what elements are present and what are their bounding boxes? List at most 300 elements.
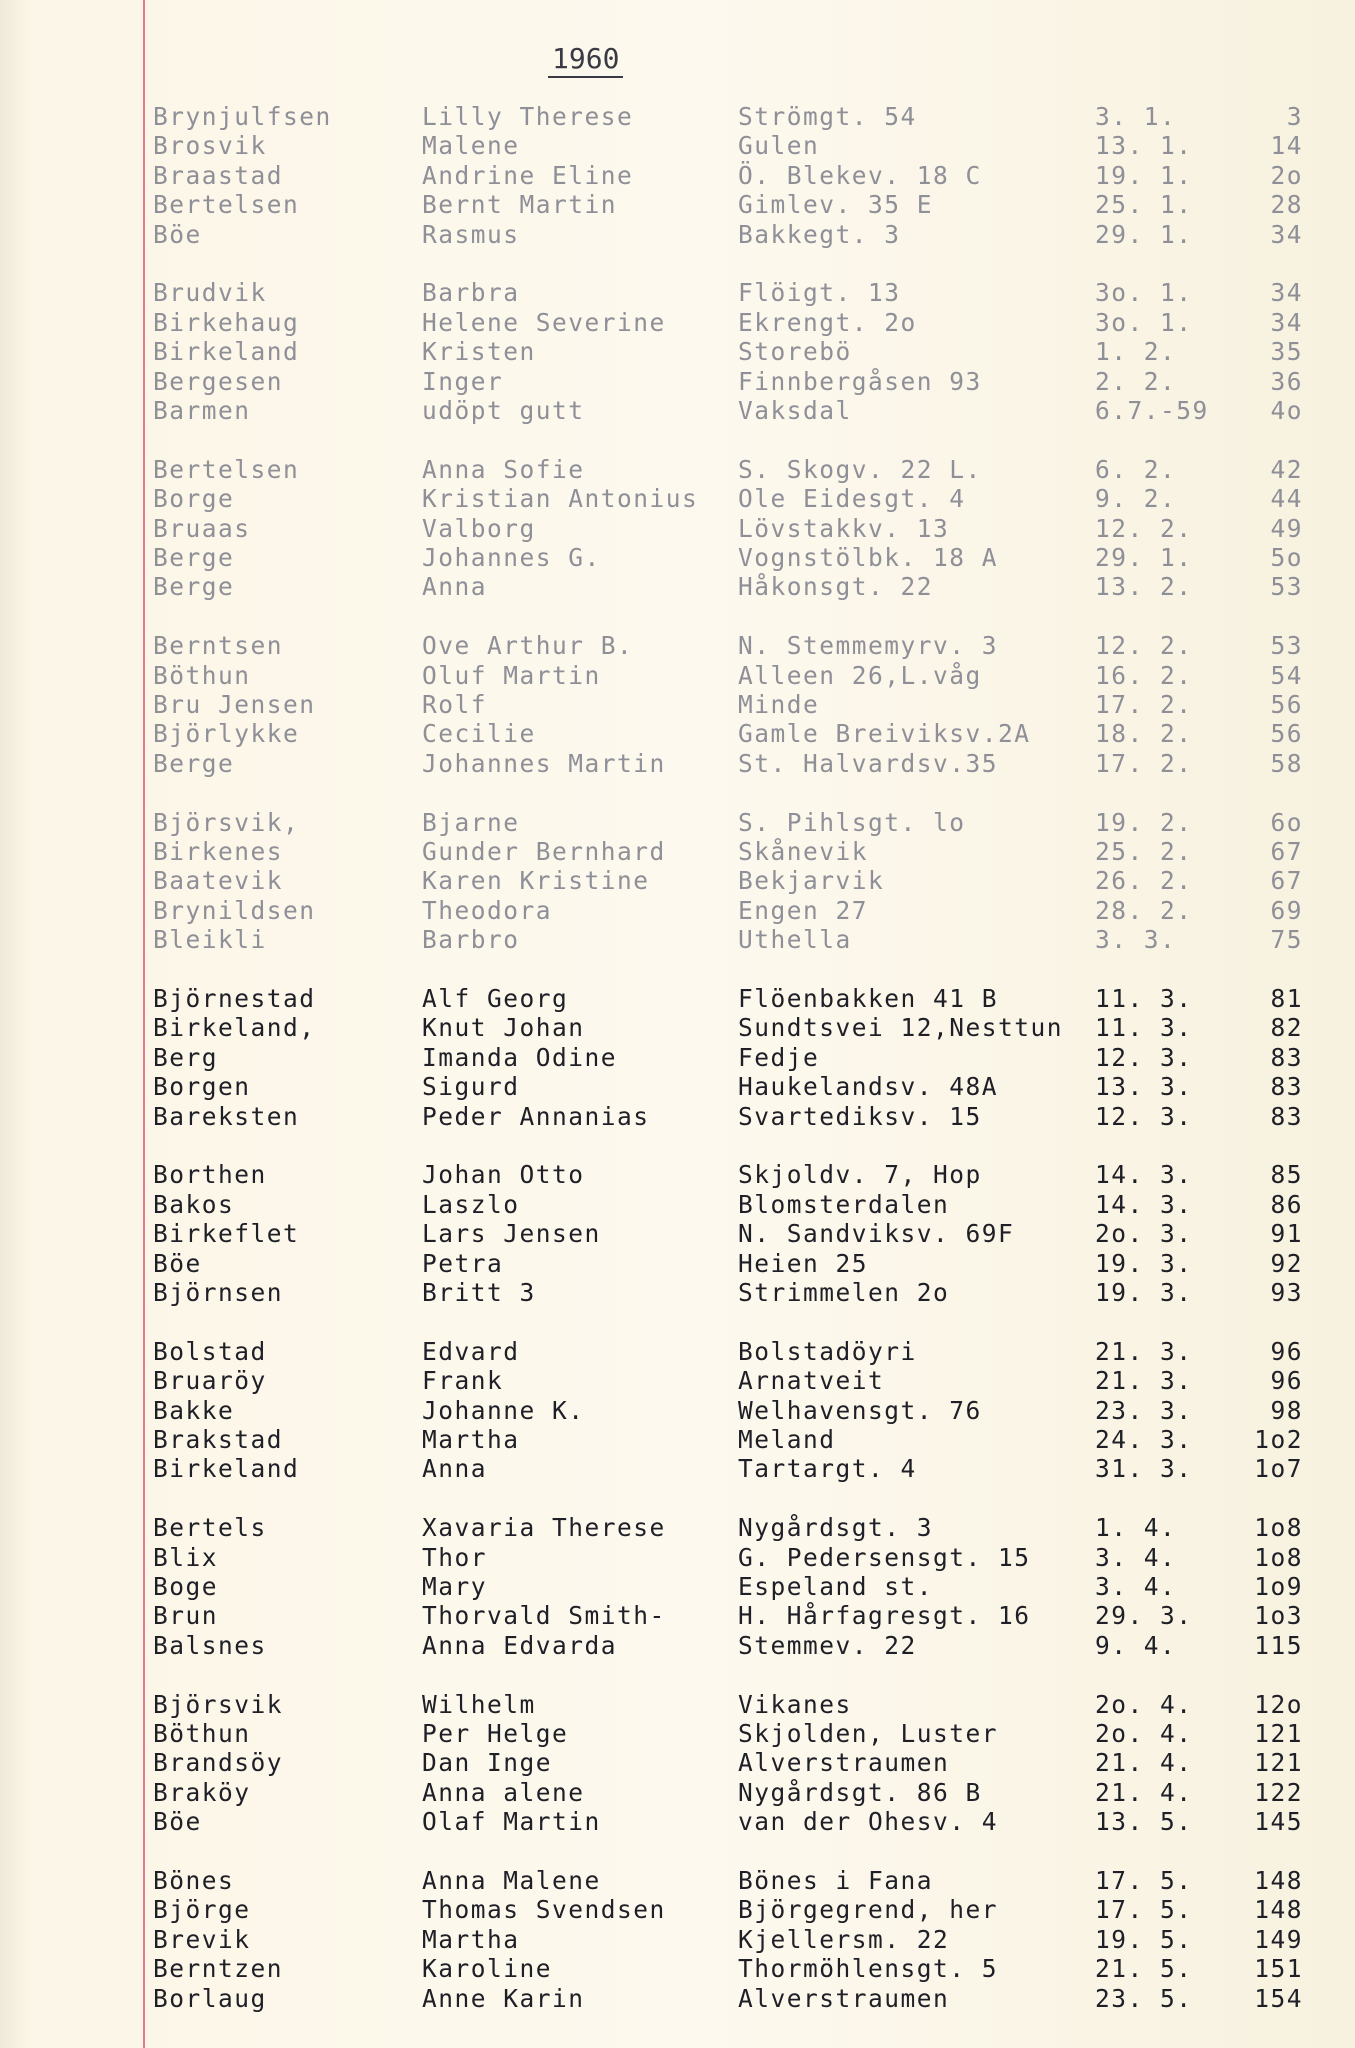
entry-address: Blomsterdalen (738, 1189, 950, 1219)
entry-surname: Berntsen (153, 631, 284, 661)
entry-number: 83 (1270, 1042, 1303, 1072)
entry-number: 1o8 (1254, 1542, 1303, 1572)
entry-surname: Bleikli (153, 925, 267, 955)
entry-given-name: Malene (422, 131, 520, 161)
entry-address: H. Hårfagresgt. 16 (738, 1601, 1031, 1631)
entry-date: 11. 3. (1095, 984, 1193, 1013)
register-row (0, 367, 1355, 396)
entry-given-name: Andrine Eline (422, 160, 634, 190)
entry-address: S. Pihlsgt. lo (738, 807, 966, 837)
entry-date: 28. 2. (1095, 895, 1193, 925)
entry-date: 17. 2. (1095, 748, 1193, 778)
entry-number: 44 (1270, 484, 1303, 514)
register-row (0, 837, 1355, 866)
entry-given-name: Petra (422, 1248, 504, 1278)
entry-given-name: Frank (422, 1366, 504, 1396)
entry-surname: Brosvik (153, 131, 267, 161)
entry-address: Björgegrend, her (738, 1895, 999, 1925)
entry-surname: Barmen (153, 396, 251, 425)
register-row (0, 278, 1355, 307)
entry-date: 3o. 1. (1095, 307, 1193, 337)
entry-given-name: Anna (422, 572, 488, 602)
entry-date: 21. 4. (1095, 1748, 1193, 1778)
entry-date: 17. 2. (1095, 690, 1193, 719)
entry-number: 115 (1254, 1630, 1303, 1660)
entry-number: 56 (1270, 719, 1303, 749)
entry-address: Alverstraumen (738, 1983, 950, 2013)
entry-number: 56 (1270, 690, 1303, 719)
entry-address: G. Pedersensgt. 15 (738, 1542, 1031, 1572)
entry-address: Skjoldv. 7, Hop (738, 1160, 982, 1190)
entry-number: 53 (1270, 572, 1303, 602)
entry-number: 83 (1270, 1072, 1303, 1102)
register-row (0, 661, 1355, 690)
entry-address: Flöenbakken 41 B (738, 984, 999, 1013)
entry-number: 14 (1270, 131, 1303, 161)
entry-address: Alleen 26,L.våg (738, 660, 982, 690)
entry-address: Svartediksv. 15 (738, 1101, 982, 1131)
entry-date: 3. 1. (1095, 102, 1177, 131)
entry-surname: Björnestad (153, 984, 316, 1013)
entry-surname: Björsvik (153, 1689, 284, 1719)
entry-date: 13. 2. (1095, 572, 1193, 602)
register-row (0, 808, 1355, 837)
entry-number: 122 (1254, 1777, 1303, 1807)
entry-given-name: Bernt Martin (422, 190, 618, 220)
register-row (0, 1425, 1355, 1454)
entry-address: Engen 27 (738, 895, 869, 925)
entry-date: 2o. 4. (1095, 1719, 1193, 1748)
entry-given-name: Thomas Svendsen (422, 1895, 666, 1925)
entry-address: van der Ohesv. 4 (738, 1807, 999, 1837)
entry-given-name: Sigurd (422, 1072, 520, 1102)
entry-number: 1o7 (1254, 1454, 1303, 1484)
entry-given-name: Kristen (422, 337, 536, 367)
entry-surname: Braastad (153, 160, 284, 190)
entry-number: 12o (1254, 1689, 1303, 1719)
entry-number: 81 (1270, 984, 1303, 1013)
entry-address: Skånevik (738, 837, 869, 866)
entry-given-name: Britt 3 (422, 1278, 536, 1307)
register-row (0, 1778, 1355, 1807)
entry-given-name: Cecilie (422, 719, 536, 749)
entry-given-name: Bjarne (422, 807, 520, 837)
entry-number: 91 (1270, 1219, 1303, 1249)
entry-surname: Berge (153, 543, 235, 572)
entry-given-name: Karen Kristine (422, 866, 650, 896)
entry-given-name: Kristian Antonius (422, 484, 699, 514)
entry-address: Gimlev. 35 E (738, 190, 934, 220)
entry-surname: Bareksten (153, 1101, 300, 1131)
register-row (0, 1601, 1355, 1630)
register-row (0, 102, 1355, 131)
entry-given-name: Peder Annanias (422, 1101, 650, 1131)
entry-given-name: Helene Severine (422, 307, 666, 337)
entry-address: Nygårdsgt. 3 (738, 1513, 934, 1543)
entry-number: 145 (1254, 1807, 1303, 1837)
register-row (0, 308, 1355, 337)
entry-surname: Bakke (153, 1395, 235, 1425)
entry-surname: Bönes (153, 1866, 235, 1895)
entry-surname: Böthun (153, 1719, 251, 1748)
entry-number: 3 (1286, 102, 1303, 131)
entry-surname: Brun (153, 1601, 219, 1631)
register-row (0, 1337, 1355, 1366)
entry-date: 13. 1. (1095, 131, 1193, 161)
entry-surname: Berge (153, 572, 235, 602)
entry-surname: Birkeland, (153, 1013, 316, 1043)
entry-number: 34 (1270, 219, 1303, 249)
entry-address: Bolstadöyri (738, 1336, 917, 1366)
register-row (0, 1719, 1355, 1748)
entry-given-name: Inger (422, 366, 504, 396)
entry-number: 4o (1270, 396, 1303, 425)
entry-address: Storebö (738, 337, 852, 367)
entry-date: 3. 4. (1095, 1572, 1177, 1601)
entry-number: 82 (1270, 1013, 1303, 1043)
entry-date: 9. 2. (1095, 484, 1177, 514)
entry-given-name: Johannes G. (422, 543, 601, 572)
entry-address: Welhavensgt. 76 (738, 1395, 982, 1425)
entry-number: 36 (1270, 366, 1303, 396)
entry-address: Skjolden, Luster (738, 1719, 999, 1748)
entry-number: 34 (1270, 307, 1303, 337)
entry-date: 21. 3. (1095, 1336, 1193, 1366)
entry-surname: Brandsöy (153, 1748, 284, 1778)
entry-given-name: Johanne K. (422, 1395, 585, 1425)
entry-address: Finnbergåsen 93 (738, 366, 982, 396)
entry-given-name: Thorvald Smith- (422, 1601, 666, 1631)
entry-given-name: Laszlo (422, 1189, 520, 1219)
entry-date: 3. 3. (1095, 925, 1177, 955)
register-row (0, 1543, 1355, 1572)
entry-given-name: Valborg (422, 513, 536, 543)
entry-address: Stemmev. 22 (738, 1630, 917, 1660)
entry-surname: Böe (153, 1807, 202, 1837)
register-row (0, 1984, 1355, 2013)
register-row (0, 1631, 1355, 1660)
register-row (0, 749, 1355, 778)
entry-given-name: Anna Malene (422, 1866, 601, 1895)
entry-surname: Birkeland (153, 337, 300, 367)
register-row (0, 1807, 1355, 1836)
entry-date: 21. 3. (1095, 1366, 1193, 1396)
entry-surname: Böe (153, 1248, 202, 1278)
entry-given-name: Theodora (422, 895, 553, 925)
entry-date: 29. 1. (1095, 219, 1193, 249)
entry-given-name: Rolf (422, 690, 488, 719)
entry-address: Bönes i Fana (738, 1866, 934, 1895)
entry-date: 25. 1. (1095, 190, 1193, 220)
entry-date: 29. 1. (1095, 543, 1193, 572)
register-row (0, 925, 1355, 954)
entry-surname: Bertelsen (153, 454, 300, 484)
entry-given-name: udöpt gutt (422, 396, 585, 425)
entry-date: 9. 4. (1095, 1630, 1177, 1660)
entry-number: 85 (1270, 1160, 1303, 1190)
entry-address: Ö. Blekev. 18 C (738, 160, 982, 190)
register-row (0, 1190, 1355, 1219)
entry-number: 151 (1254, 1954, 1303, 1984)
entry-number: 53 (1270, 631, 1303, 661)
entry-surname: Borge (153, 484, 235, 514)
register-row (0, 337, 1355, 366)
entry-given-name: Gunder Bernhard (422, 837, 666, 866)
entry-number: 1o9 (1254, 1572, 1303, 1601)
entry-surname: Björlykke (153, 719, 300, 749)
entry-surname: Bolstad (153, 1336, 267, 1366)
entry-surname: Borlaug (153, 1983, 267, 2013)
register-row (0, 484, 1355, 513)
entry-number: 2o (1270, 160, 1303, 190)
entry-address: Meland (738, 1425, 836, 1454)
register-row (0, 1366, 1355, 1395)
register-row (0, 161, 1355, 190)
entry-number: 96 (1270, 1366, 1303, 1396)
register-row (0, 1102, 1355, 1131)
register-row (0, 1954, 1355, 1983)
register-row (0, 1572, 1355, 1601)
register-row (0, 1925, 1355, 1954)
entry-surname: Brynjulfsen (153, 102, 332, 131)
register-row (0, 455, 1355, 484)
entry-surname: Baatevik (153, 866, 284, 896)
entry-date: 16. 2. (1095, 660, 1193, 690)
register-row (0, 1454, 1355, 1483)
entry-surname: Berge (153, 748, 235, 778)
entry-given-name: Edvard (422, 1336, 520, 1366)
entry-surname: Balsnes (153, 1630, 267, 1660)
register-row (0, 1043, 1355, 1072)
entry-address: N. Stemmemyrv. 3 (738, 631, 999, 661)
entry-address: Nygårdsgt. 86 B (738, 1777, 982, 1807)
entry-address: Lövstakkv. 13 (738, 513, 950, 543)
register-row (0, 1866, 1355, 1895)
entry-number: 149 (1254, 1924, 1303, 1954)
register-row (0, 1160, 1355, 1189)
entry-surname: Bru Jensen (153, 690, 316, 719)
entry-number: 67 (1270, 866, 1303, 896)
entry-surname: Birkeflet (153, 1219, 300, 1249)
register-row (0, 896, 1355, 925)
entry-surname: Brakstad (153, 1425, 284, 1454)
register-row (0, 1072, 1355, 1101)
entry-number: 1o3 (1254, 1601, 1303, 1631)
entry-address: Vognstölbk. 18 A (738, 543, 999, 572)
register-row (0, 690, 1355, 719)
register-row (0, 514, 1355, 543)
entry-date: 23. 3. (1095, 1395, 1193, 1425)
entry-address: Flöigt. 13 (738, 278, 901, 308)
entry-date: 12. 2. (1095, 631, 1193, 661)
entry-given-name: Per Helge (422, 1719, 569, 1748)
register-row (0, 131, 1355, 160)
entry-given-name: Martha (422, 1425, 520, 1454)
register-row (0, 1513, 1355, 1542)
entry-number: 67 (1270, 837, 1303, 866)
entry-address: Vikanes (738, 1689, 852, 1719)
entry-date: 21. 4. (1095, 1777, 1193, 1807)
register-row (0, 572, 1355, 601)
entry-date: 13. 5. (1095, 1807, 1193, 1837)
entry-surname: Bertelsen (153, 190, 300, 220)
entry-number: 6o (1270, 807, 1303, 837)
entry-address: Uthella (738, 925, 852, 955)
entry-surname: Braköy (153, 1777, 251, 1807)
entry-date: 19. 1. (1095, 160, 1193, 190)
entry-surname: Boge (153, 1572, 219, 1601)
entry-given-name: Ove Arthur B. (422, 631, 634, 661)
register-row (0, 1013, 1355, 1042)
entry-surname: Berg (153, 1042, 219, 1072)
entry-surname: Björnsen (153, 1278, 284, 1307)
register-row (0, 1690, 1355, 1719)
entry-surname: Blix (153, 1542, 219, 1572)
entry-given-name: Oluf Martin (422, 660, 601, 690)
entry-number: 49 (1270, 513, 1303, 543)
entry-surname: Bergesen (153, 366, 284, 396)
entry-number: 58 (1270, 748, 1303, 778)
entry-date: 2o. 3. (1095, 1219, 1193, 1249)
entry-address: Bekjarvik (738, 866, 885, 896)
register-row (0, 220, 1355, 249)
entry-date: 3o. 1. (1095, 278, 1193, 308)
entry-surname: Björge (153, 1895, 251, 1925)
entry-date: 6.7.-59 (1095, 396, 1209, 425)
entry-surname: Borgen (153, 1072, 251, 1102)
entry-surname: Bertels (153, 1513, 267, 1543)
entry-surname: Birkeland (153, 1454, 300, 1484)
entry-date: 26. 2. (1095, 866, 1193, 896)
entry-number: 96 (1270, 1336, 1303, 1366)
register-row (0, 1249, 1355, 1278)
entry-given-name: Mary (422, 1572, 488, 1601)
register-row (0, 190, 1355, 219)
entry-number: 148 (1254, 1866, 1303, 1895)
entry-number: 121 (1254, 1719, 1303, 1748)
entry-address: Sundtsvei 12,Nesttun (738, 1013, 1064, 1043)
register-row (0, 866, 1355, 895)
entry-date: 19. 3. (1095, 1248, 1193, 1278)
entry-surname: Bakos (153, 1189, 235, 1219)
register-row (0, 396, 1355, 425)
entry-number: 1o2 (1254, 1425, 1303, 1454)
entry-address: Kjellersm. 22 (738, 1924, 950, 1954)
entry-address: Strömgt. 54 (738, 102, 917, 131)
entry-number: 86 (1270, 1189, 1303, 1219)
entry-address: S. Skogv. 22 L. (738, 454, 982, 484)
entry-given-name: Dan Inge (422, 1748, 553, 1778)
register-row (0, 1895, 1355, 1924)
entry-date: 12. 3. (1095, 1042, 1193, 1072)
entry-number: 83 (1270, 1101, 1303, 1131)
entry-given-name: Wilhelm (422, 1689, 536, 1719)
entry-number: 92 (1270, 1248, 1303, 1278)
register-row (0, 1396, 1355, 1425)
entry-date: 14. 3. (1095, 1189, 1193, 1219)
entry-surname: Brevik (153, 1924, 251, 1954)
register-row (0, 1219, 1355, 1248)
entry-surname: Bruaröy (153, 1366, 267, 1396)
entry-surname: Brudvik (153, 278, 267, 308)
entry-date: 12. 3. (1095, 1101, 1193, 1131)
entry-given-name: Thor (422, 1542, 488, 1572)
entry-surname: Birkehaug (153, 307, 300, 337)
entry-given-name: Anna Sofie (422, 454, 585, 484)
entry-address: Espeland st. (738, 1572, 934, 1601)
entry-given-name: Lilly Therese (422, 102, 634, 131)
entry-address: Minde (738, 690, 820, 719)
entry-number: 121 (1254, 1748, 1303, 1778)
entry-date: 23. 5. (1095, 1983, 1193, 2013)
register-row (0, 984, 1355, 1013)
entry-number: 28 (1270, 190, 1303, 220)
entry-date: 25. 2. (1095, 837, 1193, 866)
entry-date: 2o. 4. (1095, 1689, 1193, 1719)
entry-address: Arnatveit (738, 1366, 885, 1396)
entry-given-name: Olaf Martin (422, 1807, 601, 1837)
entry-address: Gamle Breiviksv.2A (738, 719, 1031, 749)
entry-given-name: Lars Jensen (422, 1219, 601, 1249)
entry-address: St. Halvardsv.35 (738, 748, 999, 778)
entry-date: 1. 4. (1095, 1513, 1177, 1543)
entry-surname: Birkenes (153, 837, 284, 866)
entry-date: 24. 3. (1095, 1425, 1193, 1454)
entry-number: 75 (1270, 925, 1303, 955)
entry-given-name: Rasmus (422, 219, 520, 249)
entry-date: 19. 2. (1095, 807, 1193, 837)
entry-date: 19. 5. (1095, 1924, 1193, 1954)
entry-given-name: Martha (422, 1924, 520, 1954)
entry-address: N. Sandviksv. 69F (738, 1219, 1015, 1249)
entry-address: Gulen (738, 131, 820, 161)
entry-address: Tartargt. 4 (738, 1454, 917, 1484)
entry-date: 6. 2. (1095, 454, 1177, 484)
entry-address: Haukelandsv. 48A (738, 1072, 999, 1102)
entry-address: Vaksdal (738, 396, 852, 425)
entry-given-name: Imanda Odine (422, 1042, 618, 1072)
page-year: 1960 (548, 42, 623, 78)
entry-date: 2. 2. (1095, 366, 1177, 396)
entry-date: 13. 3. (1095, 1072, 1193, 1102)
entry-given-name: Johan Otto (422, 1160, 585, 1190)
register-row (0, 543, 1355, 572)
entry-date: 31. 3. (1095, 1454, 1193, 1484)
register-row (0, 1278, 1355, 1307)
entry-given-name: Alf Georg (422, 984, 569, 1013)
entry-given-name: Anna Edvarda (422, 1630, 618, 1660)
entry-date: 12. 2. (1095, 513, 1193, 543)
entry-given-name: Karoline (422, 1954, 553, 1984)
entry-given-name: Anna (422, 1454, 488, 1484)
entry-number: 148 (1254, 1895, 1303, 1925)
entry-date: 3. 4. (1095, 1542, 1177, 1572)
register-row (0, 1748, 1355, 1777)
entry-surname: Borthen (153, 1160, 267, 1190)
entry-number: 54 (1270, 660, 1303, 690)
entry-number: 69 (1270, 895, 1303, 925)
entry-surname: Böe (153, 219, 202, 249)
entry-date: 18. 2. (1095, 719, 1193, 749)
entry-date: 14. 3. (1095, 1160, 1193, 1190)
entry-date: 21. 5. (1095, 1954, 1193, 1984)
entry-number: 1o8 (1254, 1513, 1303, 1543)
register-row (0, 719, 1355, 748)
entry-given-name: Johannes Martin (422, 748, 666, 778)
entry-address: Håkonsgt. 22 (738, 572, 934, 602)
entry-date: 1. 2. (1095, 337, 1177, 367)
entry-date: 29. 3. (1095, 1601, 1193, 1631)
